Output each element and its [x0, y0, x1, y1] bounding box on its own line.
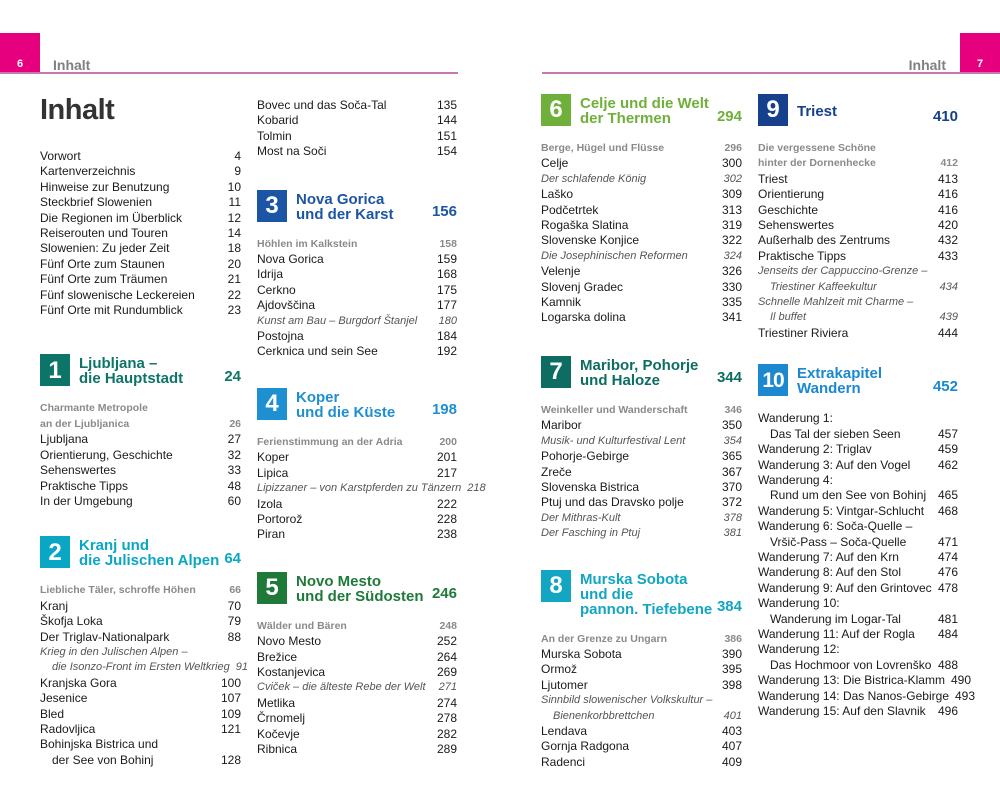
running-title-right: Inhalt	[908, 57, 946, 73]
chapter-intro[interactable]: Berge, Hügel und Flüsse 296	[541, 142, 742, 154]
toc-entry[interactable]: Slovenske Konjice 322	[541, 233, 742, 248]
toc-entry[interactable]: Ormož 395	[541, 662, 742, 677]
toc-entry[interactable]: Koper 201	[257, 450, 457, 465]
toc-entry[interactable]: Orientierung 416	[758, 187, 958, 202]
toc-feature[interactable]: Jenseits der Cappuccino-Grenze –	[758, 265, 928, 278]
toc-entry[interactable]: Kartenverzeichnis 9	[40, 164, 241, 179]
chapter-number: 5	[257, 572, 287, 604]
toc-entry[interactable]: Logarska dolina 341	[541, 310, 742, 325]
toc-entry[interactable]: Postojna 184	[257, 329, 457, 344]
chapter-intro[interactable]: Charmante Metropole	[40, 402, 148, 415]
toc-entry[interactable]: Laško 309	[541, 187, 742, 202]
toc-entry[interactable]: Kamnik 335	[541, 295, 742, 310]
toc-entry[interactable]: Wanderung 3: Auf den Vogel 462	[758, 457, 958, 472]
toc-entry[interactable]: Wanderung 6: Soča-Quelle –	[758, 519, 913, 534]
toc-feature[interactable]: Kunst am Bau – Burgdorf Štanjel 180	[257, 314, 457, 327]
toc-entry[interactable]: Bled 109	[40, 706, 241, 721]
toc-feature[interactable]: Bienenkorbbrettchen 401	[553, 709, 742, 722]
toc-entry[interactable]: Bovec und das Soča-Tal 135	[257, 98, 457, 112]
toc-entry[interactable]: Črnomelj 278	[257, 711, 457, 726]
chapter-number: 8	[541, 570, 571, 602]
toc-entry[interactable]: Podčetrtek 313	[541, 202, 742, 217]
toc-entry[interactable]: Wanderung 15: Auf den Slavnik 496	[758, 704, 958, 718]
toc-entry[interactable]: Wanderung 11: Auf der Rogla 484	[758, 626, 958, 641]
chapter-number: 3	[257, 190, 287, 222]
toc-entry[interactable]: Izola 222	[257, 496, 457, 511]
toc-entry[interactable]: Novo Mesto 252	[257, 634, 457, 649]
toc-column-2	[257, 98, 486, 757]
toc-entry[interactable]: Velenje 326	[541, 264, 742, 279]
toc-entry[interactable]: Steckbrief Slowenien 11	[40, 195, 241, 210]
chapter-2-heading[interactable]	[40, 536, 241, 568]
chapter-page: 64	[224, 549, 241, 567]
chapter-title: Murska Sobota und die pannon. Tiefebene	[580, 570, 713, 618]
toc-entry[interactable]: Sehenswertes 420	[758, 218, 958, 233]
toc-entry[interactable]: Wanderung 8: Auf den Stol 476	[758, 565, 958, 580]
toc-entry[interactable]: Pohorje-Gebirge 365	[541, 449, 742, 464]
chapter-intro[interactable]: an der Ljubljanica 26	[40, 417, 241, 430]
toc-entry[interactable]: Orientierung, Geschichte 32	[40, 447, 241, 462]
chapter-page: 452	[932, 377, 958, 395]
chapter-page: 156	[431, 203, 457, 221]
toc-feature[interactable]: Musik- und Kulturfestival Lent 354	[541, 434, 742, 447]
toc-entry[interactable]: Geschichte 416	[758, 202, 958, 217]
toc-entry[interactable]: Radenci 409	[541, 754, 742, 769]
toc-entry[interactable]: Außerhalb des Zentrums 432	[758, 233, 958, 248]
toc-entry[interactable]: Kočevje 282	[257, 726, 457, 741]
toc-entry[interactable]: Lipica 217	[257, 465, 457, 480]
toc-entry[interactable]: Die Regionen im Überblick 12	[40, 210, 241, 225]
chapter-number: 1	[40, 354, 70, 386]
toc-entry[interactable]: Kobarid 144	[257, 113, 457, 128]
toc-entry[interactable]: Der Triglav-Nationalpark 88	[40, 629, 241, 644]
toc-entry[interactable]: Škofja Loka 79	[40, 614, 241, 629]
chapter-1-heading[interactable]	[40, 354, 241, 386]
chapter-intro[interactable]: Wälder und Bären 248	[257, 619, 457, 632]
chapter-5-heading[interactable]	[257, 572, 457, 604]
toc-entry[interactable]: Metlika 274	[257, 695, 457, 710]
toc-column-4	[758, 94, 976, 719]
toc-entry[interactable]: Ribnica 289	[257, 741, 457, 756]
chapter-6-heading[interactable]	[541, 94, 742, 126]
chapter-page: 384	[716, 598, 742, 616]
chapter-number: 10	[758, 364, 788, 396]
toc-entry[interactable]: Portorož 228	[257, 511, 457, 526]
toc-feature[interactable]: Schnelle Mahlzeit mit Charme –	[758, 296, 914, 309]
toc-feature[interactable]: Sinnbild slowenischer Volkskultur –	[541, 694, 713, 707]
chapter-4-heading[interactable]	[257, 388, 457, 420]
toc-entry[interactable]: Ajdovščina 177	[257, 298, 457, 313]
toc-column-1	[40, 94, 248, 768]
toc-entry[interactable]: Vorwort 4	[40, 149, 241, 163]
toc-entry[interactable]: Wanderung 10:	[758, 596, 840, 611]
chapter-title: Koper und die Küste	[296, 388, 396, 421]
chapter-page: 246	[431, 585, 457, 603]
chapter-title: Nova Gorica und der Karst	[296, 190, 394, 223]
toc-entry[interactable]: Wanderung 14: Das Nanos-Gebirge 493	[758, 688, 976, 703]
toc-entry[interactable]: Jesenice 107	[40, 691, 241, 706]
chapter-intro[interactable]: Ferienstimmung an der Adria 200	[257, 435, 457, 448]
toc-entry[interactable]: Wanderung 9: Auf den Grintovec 478	[758, 580, 958, 595]
toc-entry[interactable]: Rogaška Slatina 319	[541, 218, 742, 233]
toc-entry[interactable]: Ljutomer 398	[541, 677, 742, 692]
toc-entry[interactable]: Wanderung 12:	[758, 642, 840, 657]
toc-entry[interactable]: Idrija 168	[257, 267, 457, 282]
toc-feature[interactable]: Der Mithras-Kult 378	[541, 511, 742, 524]
toc-entry[interactable]: Triest 413	[758, 171, 958, 186]
toc-entry[interactable]: Celje 300	[541, 156, 742, 171]
toc-entry[interactable]: Maribor 350	[541, 418, 742, 433]
chapter-intro[interactable]: Liebliche Täler, schroffe Höhen 66	[40, 584, 241, 597]
chapter-3-heading[interactable]	[257, 190, 457, 222]
toc-entry[interactable]: der See von Bohinj 128	[52, 752, 241, 767]
toc-entry[interactable]: Cerkno 175	[257, 282, 457, 297]
toc-entry[interactable]: Wanderung 13: Die Bistrica-Klamm 490	[758, 673, 971, 688]
intro-list	[40, 149, 241, 318]
toc-entry[interactable]: Wanderung 1:	[758, 411, 833, 426]
toc-entry[interactable]: Slowenien: Zu jeder Zeit 18	[40, 241, 241, 256]
toc-entry[interactable]: Slovenska Bistrica 370	[541, 479, 742, 494]
chapter-number: 2	[40, 536, 70, 568]
toc-entry[interactable]: Triestiner Riviera 444	[758, 325, 958, 340]
chapter-number: 9	[758, 94, 788, 126]
toc-feature[interactable]: Lipizzaner – von Karstpferden zu Tänzern 218	[257, 482, 486, 495]
chapter-title: Triest	[797, 103, 838, 120]
toc-entry[interactable]: In der Umgebung 60	[40, 493, 241, 508]
toc-entry[interactable]: Kostanjevica 269	[257, 664, 457, 679]
toc-entry[interactable]: Wanderung 5: Vintgar-Schlucht 468	[758, 503, 958, 518]
toc-entry[interactable]: Rund um den See von Bohinj 465	[770, 488, 958, 503]
chapter-intro[interactable]: Weinkeller und Wanderschaft 346	[541, 403, 742, 416]
chapter-page: 410	[932, 107, 958, 125]
chapter-page: 344	[716, 369, 742, 387]
toc-entry[interactable]: Fünf Orte zum Staunen 20	[40, 256, 241, 271]
toc-entry[interactable]: Kranj 70	[40, 598, 241, 613]
toc-entry[interactable]: Fünf Orte zum Träumen 21	[40, 272, 241, 287]
toc-entry[interactable]: Tolmin 151	[257, 128, 457, 143]
toc-entry[interactable]: Bohinjska Bistrica und	[40, 737, 159, 752]
chapter-page: 24	[224, 368, 241, 386]
chapter-number: 7	[541, 356, 571, 388]
toc-entry[interactable]: Sehenswertes 33	[40, 463, 241, 478]
toc-entry[interactable]: Most na Soči 154	[257, 144, 457, 159]
chapter-title: Kranj und die Julischen Alpen	[79, 537, 220, 570]
chapter-7-heading[interactable]	[541, 356, 742, 388]
toc-entry[interactable]: Zreče 367	[541, 464, 742, 479]
toc-feature[interactable]: Il buffet 439	[770, 311, 958, 324]
toc-entry[interactable]: Wanderung 2: Triglav 459	[758, 442, 958, 457]
toc-entry[interactable]: Vršič-Pass – Soča-Quelle 471	[770, 534, 958, 549]
chapter-8-heading[interactable]	[541, 570, 742, 617]
toc-feature[interactable]: Triestiner Kaffeekultur 434	[770, 280, 958, 293]
running-title-left: Inhalt	[53, 57, 91, 73]
toc-entry[interactable]: Praktische Tipps 48	[40, 478, 241, 493]
toc-entry[interactable]: Ptuj und das Dravsko polje 372	[541, 495, 742, 510]
chapter-page: 294	[716, 107, 742, 125]
chapter-intro[interactable]: Die vergessene Schöne	[758, 142, 876, 154]
chapter-title: Novo Mesto und der Südosten	[296, 572, 424, 605]
toc-entry[interactable]: Wanderung im Logar-Tal 481	[770, 611, 958, 626]
toc-feature[interactable]: Der Fasching in Ptuj 381	[541, 527, 742, 540]
page-number-right: 7	[960, 33, 1000, 73]
toc-entry[interactable]: Das Hochmoor von Lovrenško 488	[770, 657, 958, 672]
toc-entry[interactable]: Reiserouten und Touren 14	[40, 226, 241, 241]
toc-column-3	[541, 94, 742, 770]
toc-entry[interactable]: Brežice 264	[257, 649, 457, 664]
toc-entry[interactable]: Lendava 403	[541, 723, 742, 738]
toc-entry[interactable]: Fünf Orte mit Rundumblick 23	[40, 303, 241, 318]
toc-entry[interactable]: Wanderung 7: Auf den Krn 474	[758, 549, 958, 564]
chapter-intro[interactable]: An der Grenze zu Ungarn 386	[541, 632, 742, 645]
chapter-title: Maribor, Pohorje und Haloze	[580, 356, 699, 389]
toc-entry[interactable]: Piran 238	[257, 527, 457, 542]
toc-feature[interactable]: die Isonzo-Front im Ersten Weltkrieg 91	[52, 661, 248, 674]
chapter-title: Celje und die Welt der Thermen	[580, 95, 709, 127]
toc-entry[interactable]: Hinweise zur Benutzung 10	[40, 179, 241, 194]
toc-entry[interactable]: Kranjska Gora 100	[40, 675, 241, 690]
chapter-number: 4	[257, 388, 287, 420]
toc-feature[interactable]: Cviček – die älteste Rebe der Welt 271	[257, 681, 457, 694]
toc-entry[interactable]: Das Tal der sieben Seen 457	[770, 426, 958, 441]
toc-entry[interactable]: Radovljica 121	[40, 721, 241, 736]
chapter-10-heading[interactable]	[758, 364, 958, 396]
chapter-page: 198	[431, 401, 457, 419]
toc-feature[interactable]: Der schlafende König 302	[541, 172, 742, 185]
page-title: Inhalt	[40, 94, 115, 126]
chapter-number: 6	[541, 94, 571, 126]
toc-feature[interactable]: Die Josephinischen Reformen 324	[541, 249, 742, 262]
toc-entry[interactable]: Praktische Tipps 433	[758, 248, 958, 263]
page-number-left: 6	[0, 33, 40, 73]
toc-entry[interactable]: Gornja Radgona 407	[541, 739, 742, 754]
toc-feature[interactable]: Krieg in den Julischen Alpen –	[40, 645, 188, 658]
toc-entry[interactable]: Slovenj Gradec 330	[541, 279, 742, 294]
chapter-title: Extrakapitel Wandern	[797, 365, 883, 398]
toc-entry[interactable]: Cerknica und sein See 192	[257, 344, 457, 359]
chapter-intro[interactable]: hinter der Dornenhecke 412	[758, 157, 958, 170]
chapter-intro[interactable]: Höhlen im Kalkstein 158	[257, 237, 457, 250]
chapter-title: Ljubljana – die Hauptstadt	[79, 355, 184, 388]
chapter-9-heading[interactable]	[758, 94, 958, 126]
toc-entry[interactable]: Nova Gorica 159	[257, 252, 457, 267]
toc-entry[interactable]: Ljubljana 27	[40, 432, 241, 447]
toc-entry[interactable]: Murska Sobota 390	[541, 646, 742, 661]
toc-entry[interactable]: Fünf slowenische Leckereien 22	[40, 287, 241, 302]
toc-entry[interactable]: Wanderung 4:	[758, 472, 833, 487]
